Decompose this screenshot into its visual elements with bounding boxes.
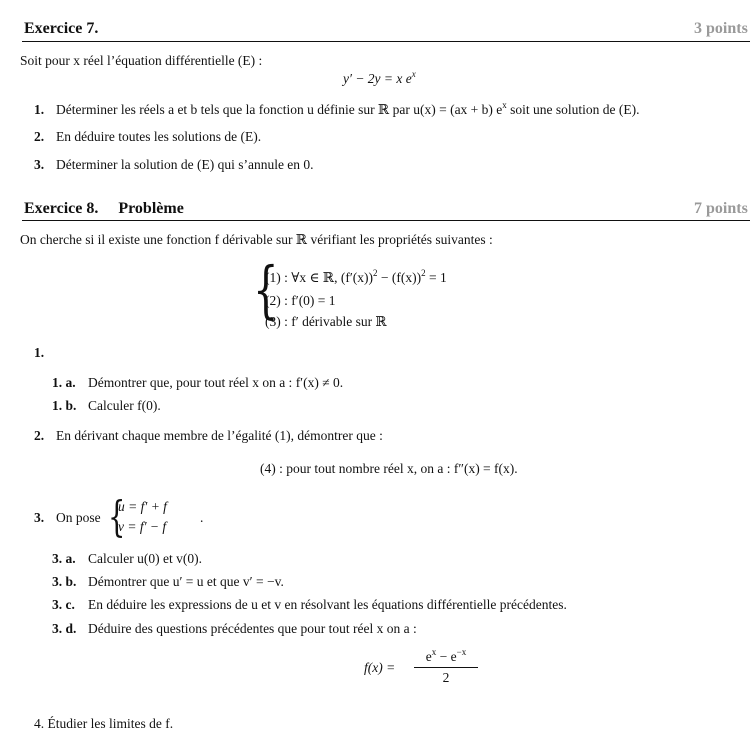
exercise-8-equation-4: (4) : pour tout nombre réel x, on a : f″(x) = f(x). bbox=[260, 461, 518, 476]
exercise-8-question-4-partial: 4. Étudier les limites de f. bbox=[34, 716, 174, 731]
exercise-8-points: 7 points bbox=[694, 200, 748, 217]
exercise-7-intro: Soit pour x réel l’équation différentielle (E) : bbox=[20, 53, 263, 68]
exercise-7-points: 3 points bbox=[694, 20, 748, 37]
final-formula-fraction-bar bbox=[414, 667, 478, 668]
exercise-7-question-2: 2. En déduire toutes les solutions de (E). bbox=[34, 129, 262, 144]
final-formula-denominator: 2 bbox=[442, 670, 450, 685]
exercise-8-question-3: 3. On pose bbox=[34, 510, 101, 525]
exercise-8-intro: On cherche si il existe une fonction f dérivable sur ℝ vérifiant les propriétés suivantes : bbox=[20, 232, 493, 247]
exercise-7-question-1: 1. Déterminer les réels a et b tels que la fonction u définie sur ℝ par u(x) = (ax + b) $e^x$ soit une solution de (E). bbox=[34, 100, 640, 117]
exercise-8-question-1: 1. bbox=[34, 345, 45, 360]
question-3-period: . bbox=[200, 510, 204, 525]
final-formula-numerator: $e^x - e^{-x}$ bbox=[425, 647, 467, 664]
exercise-7-question-3: 3. Déterminer la solution de (E) qui s’annule en 0. bbox=[34, 157, 314, 172]
exercise-8-question-1b: 1. b. Calculer f(0). bbox=[52, 398, 161, 413]
system-line-2: (2) : f′(0) = 1 bbox=[265, 293, 336, 308]
system-brace: { bbox=[253, 253, 279, 326]
exercise-8-question-3a: 3. a. Calculer u(0) et v(0). bbox=[52, 551, 202, 566]
exercise-8-rule bbox=[22, 220, 750, 221]
exercise-8-question-3b: 3. b. Démontrer que u′ = u et que v′ = −v. bbox=[52, 574, 284, 589]
exercise-7-equation: y′ − 2y = x $e^x$ bbox=[343, 69, 416, 86]
system-line-1: (1) : ∀x ∈ ℝ, $(f'(x))^2 - (f(x))^2 = 1$ bbox=[265, 268, 447, 285]
exercise-8-title: Exercice 8. Problème bbox=[24, 200, 184, 217]
final-formula-lhs: f(x) = bbox=[364, 660, 396, 675]
exercise-7-title: Exercice 7. bbox=[24, 20, 99, 37]
question-3-brace: { bbox=[108, 492, 126, 541]
exercise-8-question-3c: 3. c. En déduire les expressions de u et v en résolvant les équations différentielle précédentes. bbox=[52, 597, 567, 612]
system-line-3: (3) : f′ dérivable sur ℝ bbox=[265, 314, 387, 329]
exercise-8-question-3d: 3. d. Déduire des questions précédentes que pour tout réel x on a : bbox=[52, 621, 417, 636]
exercise-7-rule bbox=[22, 41, 750, 42]
question-3-v-definition: v = f′ − f bbox=[118, 519, 167, 534]
exercise-8-question-2: 2. En dérivant chaque membre de l’égalité (1), démontrer que : bbox=[34, 428, 383, 443]
question-3-u-definition: u = f′ + f bbox=[118, 499, 167, 514]
exercise-8-question-1a: 1. a. Démontrer que, pour tout réel x on a : f′(x) ≠ 0. bbox=[52, 375, 344, 390]
